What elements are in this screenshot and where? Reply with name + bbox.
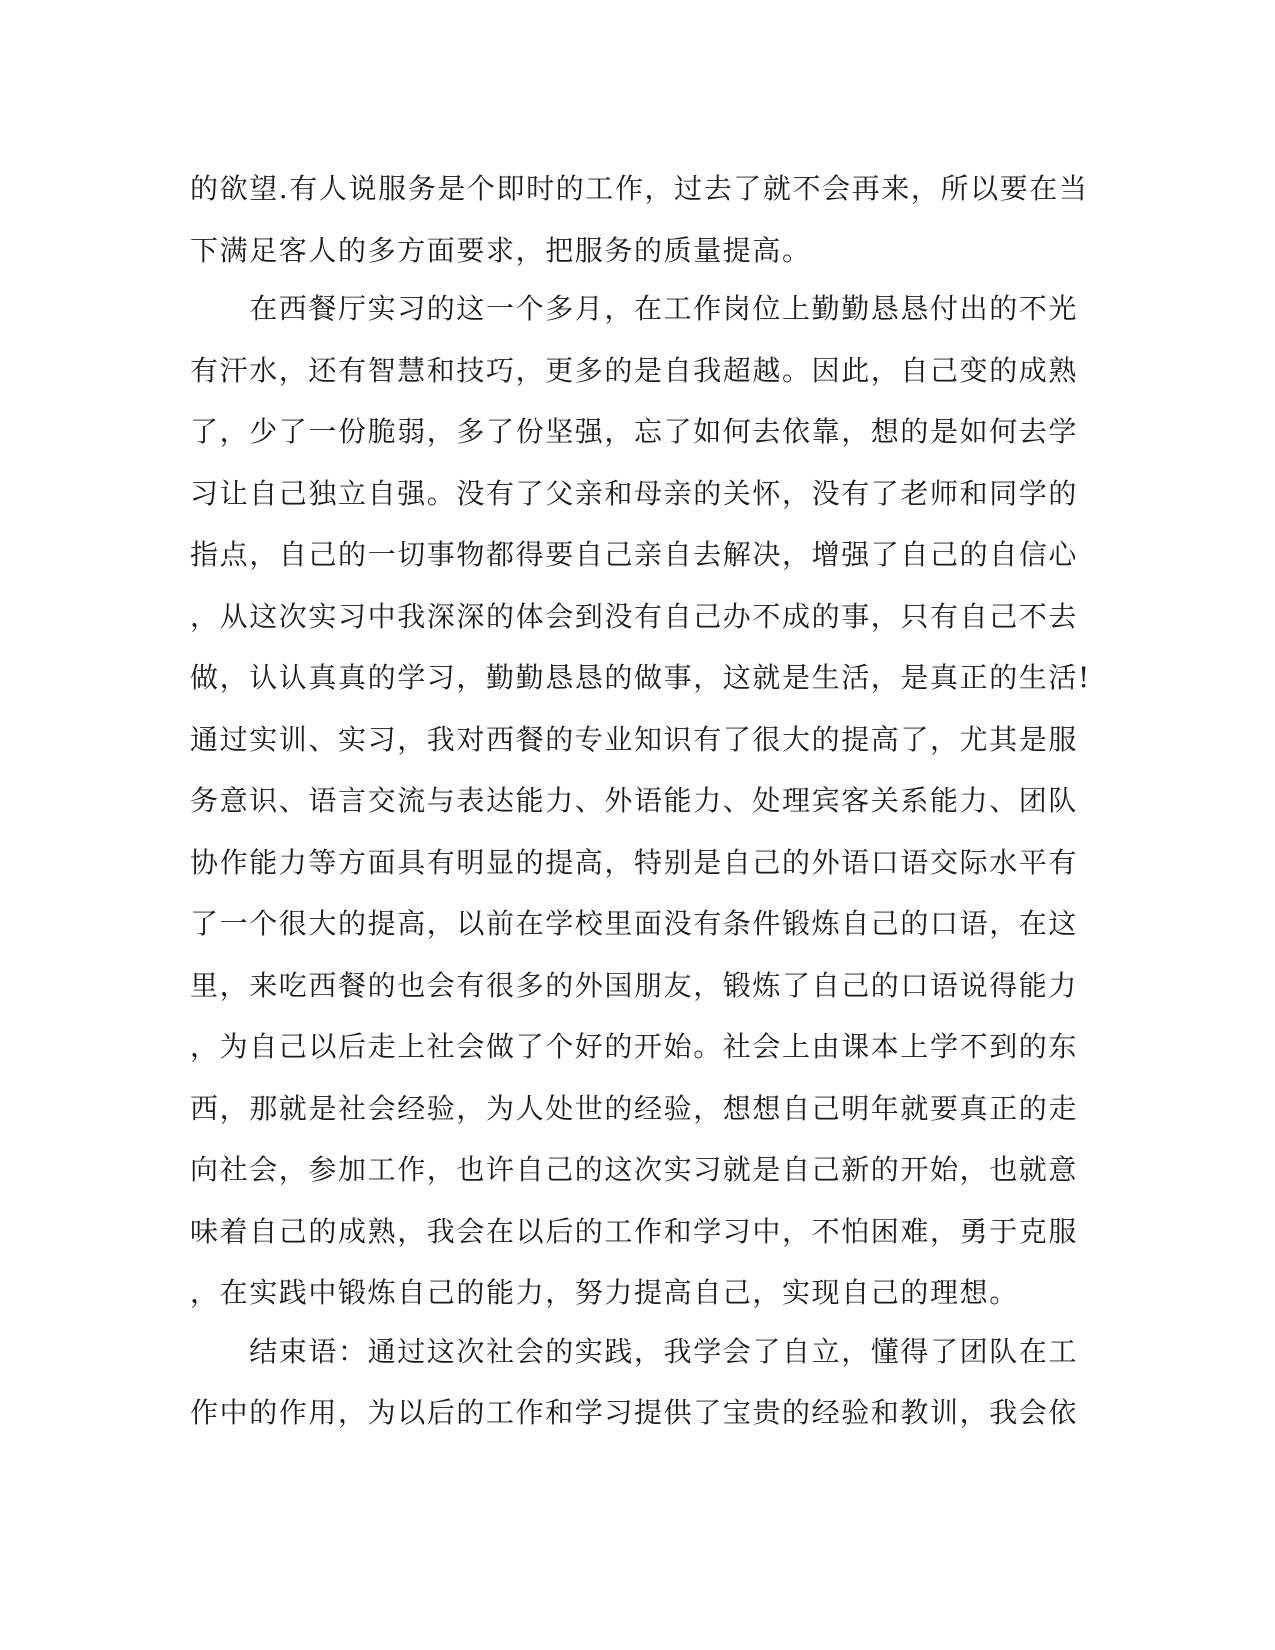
text-line: 了一个很大的提高，以前在学校里面没有条件锻炼自己的口语，在这 [190,907,1079,940]
text-line: 协作能力等方面具有明显的提高，特别是自己的外语口语交际水平有 [190,845,1079,879]
text-line: 西，那就是社会经验，为人处世的经验，想想自己明年就要真正的走 [190,1091,1079,1125]
text-line: 味着自己的成熟，我会在以后的工作和学习中，不怕困难，勇于克服 [190,1214,1079,1248]
text-line: 通过实训、实习，我对西餐的专业知识有了很大的提高了，尤其是服 [190,722,1079,756]
text-line: ，为自己以后走上社会做了个好的开始。社会上由课本上学不到的东 [190,1030,1079,1063]
text-line: 的欲望.有人说服务是个即时的工作，过去了就不会再来，所以要在当 [190,172,1089,205]
text-line: 作中的作用，为以后的工作和学习提供了宝贵的经验和教训，我会依 [190,1396,1079,1429]
text-line: ，在实践中锻炼自己的能力，努力提高自己，实现自己的理想。 [190,1276,1019,1309]
text-line: 习让自己独立自强。没有了父亲和母亲的关怀，没有了老师和同学的 [190,476,1079,510]
text-line: ，从这次实习中我深深的体会到没有自己办不成的事，只有自己不去 [190,599,1079,633]
paragraph-start-line: 结束语：通过这次社会的实践，我学会了自立，懂得了团队在工 [190,1334,1079,1368]
paragraph-start-line: 在西餐厅实习的这一个多月，在工作岗位上勤勤恳恳付出的不光 [190,292,1079,325]
text-line: 指点，自己的一切事物都得要自己亲自去解决，增强了自己的自信心 [190,538,1079,571]
text-line: 向社会，参加工作，也许自己的这次实习就是自己新的开始，也就意 [190,1153,1079,1186]
text-line: 务意识、语言交流与表达能力、外语能力、处理宾客关系能力、团队 [190,784,1079,817]
text-line: 有汗水，还有智慧和技巧，更多的是自我超越。因此，自己变的成熟 [190,353,1079,387]
text-line: 里，来吃西餐的也会有很多的外国朋友，锻炼了自己的口语说得能力 [190,968,1079,1002]
text-line: 下满足客人的多方面要求，把服务的质量提高。 [190,233,812,267]
text-line: 了，少了一份脆弱，多了份坚强，忘了如何去依靠，想的是如何去学 [190,415,1079,448]
body-text [190,158,1091,1444]
text-line: 做，认认真真的学习，勤勤恳恳的做事，这就是生活，是真正的生活! [190,661,1091,694]
